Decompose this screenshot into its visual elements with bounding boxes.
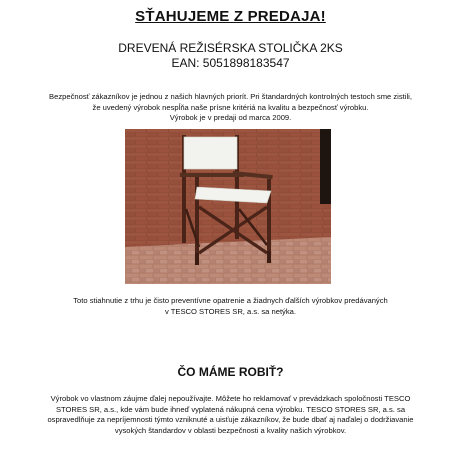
- product-block: [0, 41, 461, 71]
- scope-line: v TESCO STORES SR, a.s. sa netýka.: [165, 306, 296, 316]
- what-to-do-paragraph: [10, 394, 451, 436]
- scope-line: Toto stiahnutie z trhu je čisto preventívne opatrenie a žiadnych ďalších výrobkov predávaných: [73, 296, 388, 305]
- what-to-do-line: vysokých štandardov v oblasti bezpečnosti a kvality našich výrobkov.: [114, 425, 347, 435]
- product-ean: EAN: 5051898183547: [171, 56, 290, 70]
- what-to-do-line: ospravedlňuje za nepríjemnosti týmto vzniknuté a uisťuje zákazníkov, že bude dbať aj naďalej o dodržiavanie: [47, 415, 414, 424]
- product-name: DREVENÁ REŽISÉRSKA STOLIČKA 2KS: [118, 41, 343, 55]
- what-to-do-line: STORES SR, a.s., kde vám bude ihneď vyplatená nákupná cena výrobku. TESCO STORES SR, a.s. sa: [55, 404, 406, 414]
- product-photo: [125, 129, 331, 284]
- notice-title: SŤAHUJEME Z PREDAJA!: [135, 8, 326, 25]
- scope-paragraph: [10, 296, 451, 317]
- intro-line: že uvedený výrobok nespĺňa naše prísne kritériá na kvalitu a bezpečnosť výrobku.: [92, 102, 369, 112]
- what-to-do-line: Výrobok vo vlastnom záujme ďalej nepoužívajte. Môžete ho reklamovať v prevádzkach spoločnosti TESCO: [50, 394, 411, 403]
- intro-paragraph: [10, 92, 451, 124]
- intro-line: Bezpečnosť zákazníkov je jednou z našich hlavných priorít. Pri štandardných kontrolných testoch sme zistili,: [49, 92, 412, 101]
- what-to-do-heading: ČO MÁME ROBIŤ?: [177, 365, 284, 379]
- intro-line: Výrobok je v predaji od marca 2009.: [169, 113, 292, 122]
